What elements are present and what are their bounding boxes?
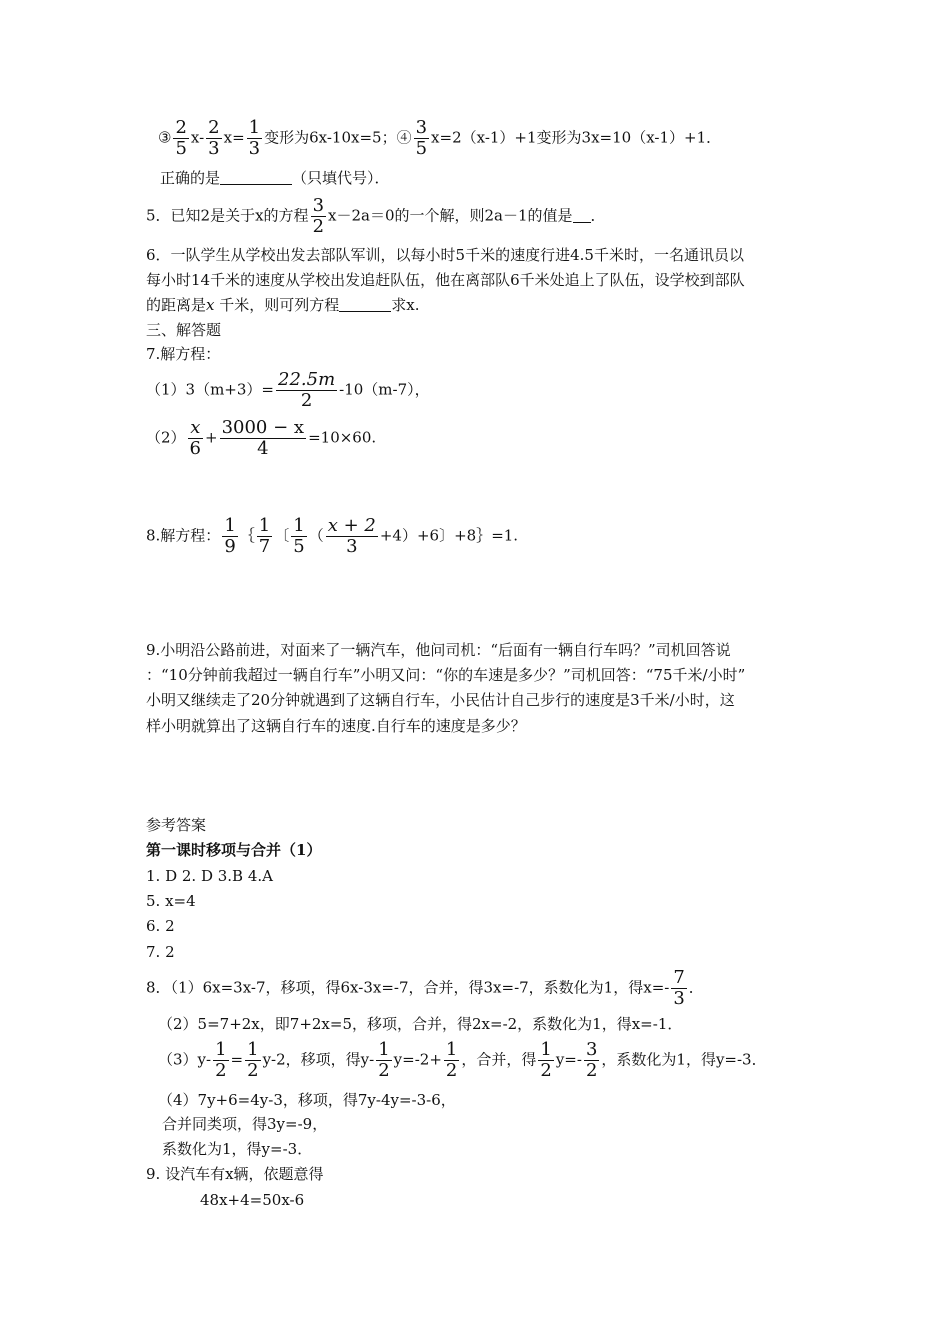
answers-header: 参考答案 [146,816,207,834]
fraction: $\frac{1}{3}$ [248,117,261,159]
fraction: $\frac{x}{6}$ [189,417,201,459]
question-6-line3: 的距离是x 千米，则可列方程 求x. [146,296,420,314]
fraction: $\frac{1}{9}$ [224,515,236,557]
fraction: $\frac{2}{5}$ [175,117,187,159]
fraction: $\frac{1}{2}$ [215,1039,227,1081]
fraction: $\frac{7}{3}$ [673,967,685,1009]
answer-1-4: 1. D 2. D 3.B 4.A [146,867,273,885]
q3-answer-line: 正确的是 （只填代号）． [160,169,390,187]
question-9-line1: 9.小明沿公路前进，对面来了一辆汽车，他问司机：“后面有一辆自行车吗？”司机回答说 [146,641,731,659]
question-7-title: 7.解方程： [146,345,221,363]
answer-7: 7. 2 [146,943,175,961]
fraction: $\frac{1}{2}$ [445,1039,458,1081]
fraction: $\frac{3}{5}$ [415,117,428,159]
answer-5: 5. x=4 [146,892,196,910]
fraction: $\frac{3}{2}$ [585,1039,598,1081]
answer-8-part3: （3）y- $\frac{1}{2}$ = $\frac{1}{2}$ y-2，移项，得y- $\frac{1}{2}$ y=-2+ $\frac{1}{2}$ ，合并，得 $\frac{1}{2}$ y=- $\frac{3}{2}$ ，系数化为1，得y=-3． [158,1039,767,1081]
question-8: 8.解方程： $\frac{1}{9}$ ｛ $\frac{1}{7}$ 〔 $\frac{1}{5}$ （ $\frac{x + 2}{3}$ +4）+6〕+8｝=1. [146,515,519,557]
section-heading: 三、解答题 [146,321,222,339]
lesson-title: 第一课时移项与合并（1） [146,841,322,859]
answer-8-part4-line2: 合并同类项，得3y=-9， [162,1115,328,1133]
fraction: $\frac{1}{2}$ [540,1039,552,1081]
fraction: $\frac{1}{2}$ [378,1039,390,1081]
fraction: $\frac{2}{3}$ [208,117,220,159]
question-5: 5．已知2是关于x的方程 $\frac{3}{2}$ x－2a＝0的一个解，则2a－1的值是 ． [146,195,606,237]
answer-9-line1: 9. 设汽车有x辆，依题意得 [146,1165,324,1183]
answer-blank[interactable] [573,208,591,223]
question-7-part1: （1）3（m+3）= $\frac{22.5m}{2}$ -10（m-7）， [146,369,430,411]
answer-blank[interactable] [220,170,292,185]
question-6-line2: 每小时14千米的速度从学校出发追赶队伍，他在离部队6千米处追上了队伍，设学校到部队 [146,271,745,289]
answer-8-part2: （2）5=7+2x，即7+2x=5，移项，合并，得2x=-2，系数化为1，得x=-1． [158,1015,683,1033]
fraction: $\frac{1}{7}$ [258,515,271,557]
circled-3: ③ [158,128,172,147]
answer-blank[interactable] [339,297,391,312]
q3-line: ③ $\frac{2}{5}$ x- $\frac{2}{3}$ x= $\frac{1}{3}$ 变形为6x-10x=5；④ $\frac{3}{5}$ x=2（x-1）+1变形为3x=10（x-1）+1． [158,117,722,159]
question-9-line2: ：“10分钟前我超过一辆自行车”小明又问：“你的车速是多少？”司机回答：“75千米/小时” [146,666,746,684]
fraction: $\frac{22.5m}{2}$ [278,369,336,411]
fraction: $\frac{1}{5}$ [293,515,305,557]
question-7-part2: （2） $\frac{x}{6}$ + $\frac{3000 - x}{4}$ =10×60. [146,417,377,459]
circled-4: ④ [396,128,412,147]
answer-8-part4-line1: （4）7y+6=4y-3，移项，得7y-4y=-3-6， [158,1091,456,1109]
fraction: $\frac{1}{2}$ [247,1039,259,1081]
question-9-line4: 样小明就算出了这辆自行车的速度.自行车的速度是多少？ [146,717,526,735]
fraction: $\frac{3}{2}$ [312,195,325,237]
answer-8-part1: 8．（1）6x=3x-7，移项，得6x-3x=-7，合并，得3x=-7，系数化为1，得x=- $\frac{7}{3}$ ． [146,967,704,1009]
fraction: $\frac{3000 - x}{4}$ [221,417,305,459]
question-9-line3: 小明又继续走了20分钟就遇到了这辆自行车，小民估计自己步行的速度是3千米/小时，这 [146,691,735,709]
answer-6: 6. 2 [146,917,175,935]
fraction: $\frac{x + 2}{3}$ [327,515,376,557]
answer-8-part4-line3: 系数化为1，得y=-3． [162,1140,313,1158]
answer-9-line2: 48x+4=50x-6 [200,1191,305,1209]
question-6-line1: 6．一队学生从学校出发去部队军训，以每小时5千米的速度行进4.5千米时，一名通讯员以 [146,246,744,264]
